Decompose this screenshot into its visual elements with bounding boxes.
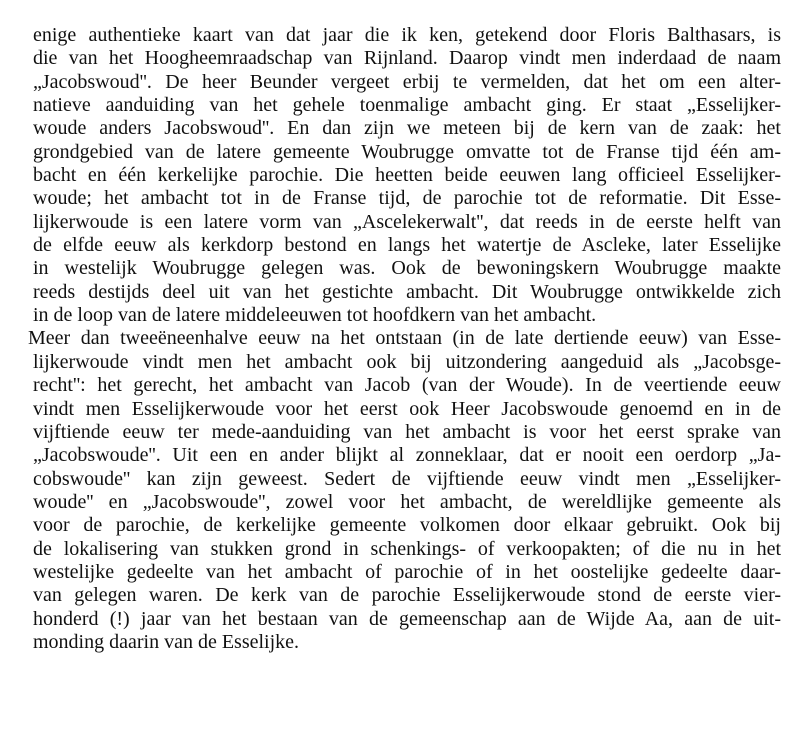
text-line: die van het Hoogheemraadschap van Rijnland. Daarop vindt men inderdaad de naam: [33, 47, 781, 70]
text-line: de elfde eeuw als kerkdorp bestond en langs het watertje de Ascleke, later Esselijke: [33, 234, 781, 257]
text-line: van gelegen waren. De kerk van de parochie Esselijkerwoude stond de eerste vier-: [33, 584, 781, 607]
text-line: lijkerwoude vindt men het ambacht ook bij uitzondering aangeduid als „Jacobsge-: [33, 350, 781, 373]
text-line: woude'' en „Jacobswoude'', zowel voor het ambacht, de wereldlijke gemeente als: [33, 490, 781, 513]
text-line: lijkerwoude is een latere vorm van „Ascelekerwalt'', dat reeds in de eerste helft van: [33, 210, 781, 233]
paragraph-2: [28, 327, 781, 654]
text-line: voor de parochie, de kerkelijke gemeente volkomen door elkaar gebruikt. Ook bij: [33, 514, 781, 537]
text-line: Meer dan tweeëneenhalve eeuw na het ontstaan (in de late dertiende eeuw) van Esse-: [28, 327, 781, 350]
text-line: recht'': het gerecht, het ambacht van Jacob (van der Woude). In de veertiende eeuw: [33, 374, 781, 397]
text-line: woude anders Jacobswoud''. En dan zijn we meteen bij de kern van de zaak: het: [33, 117, 781, 140]
text-line: „Jacobswoud''. De heer Beunder vergeet erbij te vermelden, dat het om een alter-: [33, 70, 781, 93]
text-line: woude; het ambacht tot in de Franse tijd, de parochie tot de reformatie. Dit Esse-: [33, 187, 781, 210]
paragraph-1: [33, 24, 781, 327]
text-line: vindt men Esselijkerwoude voor het eerst ook Heer Jacobswoude genoemd en in de: [33, 397, 781, 420]
text-line: natieve aanduiding van het gehele toenmalige ambacht ging. Er staat „Esselijker-: [33, 94, 781, 117]
text-line: in westelijk Woubrugge gelegen was. Ook de bewoningskern Woubrugge maakte: [33, 257, 781, 280]
text-line: de lokalisering van stukken grond in schenkings- of verkoopakten; of die nu in het: [33, 537, 781, 560]
text-line: grondgebied van de latere gemeente Woubrugge omvatte tot de Franse tijd één am-: [33, 140, 781, 163]
text-line: vijftiende eeuw ter mede-aanduiding van het ambacht is voor het eerst sprake van: [33, 420, 781, 443]
text-line: cobswoude'' kan zijn geweest. Sedert de vijftiende eeuw vindt men „Esselijker-: [33, 467, 781, 490]
text-line: in de loop van de latere middeleeuwen tot hoofdkern van het ambacht.: [33, 304, 597, 327]
body-text: [28, 24, 781, 654]
text-line: westelijke gedeelte van het ambacht of parochie of in het oostelijke gedeelte daar-: [33, 560, 781, 583]
text-line: reeds destijds deel uit van het gestichte ambacht. Dit Woubrugge ontwikkelde zich: [33, 280, 781, 303]
text-line: enige authentieke kaart van dat jaar die ik ken, getekend door Floris Balthasars, is: [33, 24, 781, 46]
text-line: honderd (!) jaar van het bestaan van de gemeenschap aan de Wijde Aa, aan de uit-: [33, 607, 781, 630]
text-line: „Jacobswoude''. Uit een en ander blijkt al zonneklaar, dat er nooit een oerdorp „Ja-: [33, 444, 781, 467]
text-line: bacht en één kerkelijke parochie. Die heetten beide eeuwen lang officieel Esselijker-: [33, 164, 781, 187]
text-line: monding daarin van de Esselijke.: [33, 630, 300, 653]
